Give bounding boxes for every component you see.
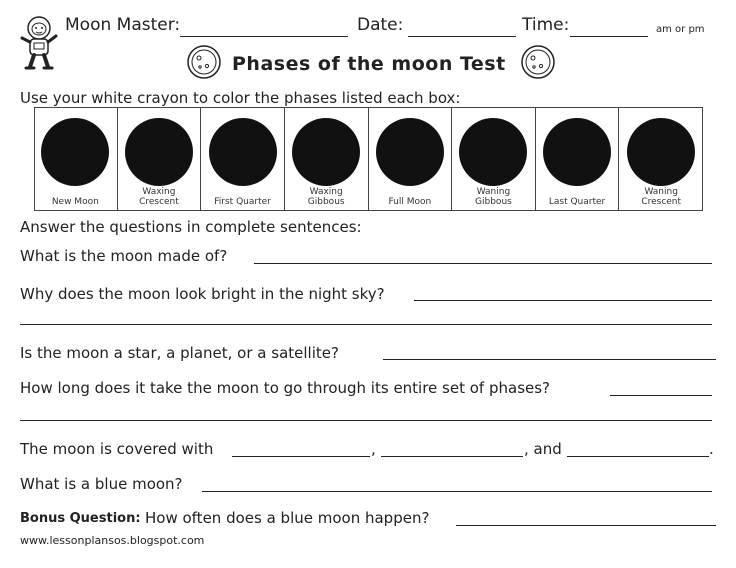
phase-cell[interactable] [201,108,285,211]
phase-label [369,197,452,207]
answer-6-line[interactable] [202,491,712,492]
bonus-label: Bonus Question: [20,511,141,526]
phase-cell[interactable] [536,108,620,211]
phase-cell[interactable] [285,108,369,211]
phase-label [201,197,284,207]
bonus-answer-line[interactable] [456,525,716,526]
phase-label-line2: Gibbous [307,197,345,207]
time-label: Time: [522,15,570,35]
answer-4-line-a[interactable] [610,395,712,396]
phase-label-line2: Last Quarter [548,197,606,207]
phase-label-line2: First Quarter [214,197,271,207]
moon-left-icon [186,44,222,80]
question-1: What is the moon made of? [20,247,228,265]
phase-label-line2: Gibbous [475,197,512,207]
astronaut-icon [18,14,60,72]
phase-label-line1: Waning [476,187,511,197]
moon-right-icon [520,44,556,80]
answer-4-line-b[interactable] [20,420,712,421]
moon-circle[interactable] [376,118,444,186]
bonus-question: How often does a blue moon happen? [145,509,430,527]
answer-5-line-a[interactable] [232,456,370,457]
question-6: What is a blue moon? [20,475,183,493]
moon-circle[interactable] [292,118,360,186]
phase-label [34,197,117,207]
moon-master-label: Moon Master: [65,15,181,35]
phase-cell[interactable] [619,108,703,211]
answer-2-line-a[interactable] [414,300,712,301]
phase-label-line2: Crescent [139,197,179,207]
phase-label-line2: Crescent [641,197,682,207]
footer-url: www.lessonplansos.blogspot.com [20,534,205,547]
answer-instruction: Answer the questions in complete sentences: [20,218,362,236]
question-5-end: . [709,440,714,458]
time-field[interactable] [570,36,648,37]
phase-label-line1: Waxing [142,187,176,197]
phase-label [536,197,619,207]
am-pm-label: am or pm [656,24,705,35]
moon-master-field[interactable] [180,36,348,37]
answer-3-line[interactable] [383,359,716,360]
color-instruction: Use your white crayon to color the phases listed each box: [20,89,461,107]
page-title: Phases of the moon Test [232,53,506,75]
answer-1-line[interactable] [254,263,712,264]
date-field[interactable] [408,36,516,37]
answer-2-line-b[interactable] [20,324,712,325]
question-3: Is the moon a star, a planet, or a satellite? [20,344,339,362]
moon-circle[interactable] [627,118,695,186]
phase-cell[interactable] [369,108,453,211]
date-label: Date: [357,15,404,35]
question-4: How long does it take the moon to go through its entire set of phases? [20,379,551,397]
question-5-start: The moon is covered with [20,440,214,458]
phase-label-line2: New Moon [51,197,99,207]
answer-5-line-b[interactable] [381,456,523,457]
phase-label-line1: Waning [644,187,678,197]
phase-cell[interactable] [34,108,118,211]
answer-5-line-c[interactable] [567,456,709,457]
phase-label-line1: Waxing [309,187,343,197]
phase-label-line2: Full Moon [388,197,432,207]
phase-cell[interactable] [452,108,536,211]
question-5-and: , and [524,440,562,458]
phase-label [285,187,368,207]
phase-label [118,187,201,207]
moon-circle[interactable] [459,118,527,186]
moon-circle[interactable] [125,118,193,186]
question-2: Why does the moon look bright in the night sky? [20,285,385,303]
phase-label [452,187,535,207]
question-5-comma: , [371,440,376,458]
moon-circle[interactable] [543,118,611,186]
phase-cell[interactable] [118,108,202,211]
moon-circle[interactable] [209,118,277,186]
phase-label [619,187,703,207]
moon-circle[interactable] [41,118,109,186]
